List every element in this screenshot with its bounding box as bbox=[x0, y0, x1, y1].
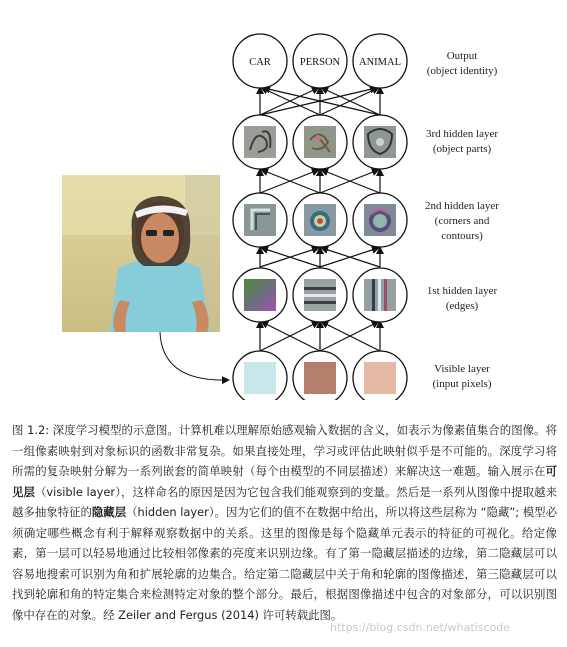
layer-label-hidden-2: 2nd hidden layer (corners and contours) bbox=[425, 200, 499, 242]
input-pixel-patch bbox=[364, 362, 396, 394]
input-photo bbox=[62, 175, 220, 332]
output-label-car: CAR bbox=[249, 57, 271, 68]
caption-text: （hidden layer）。因为它们的值不在数据中给出，所以将这些层称为 “隐藏”; 模型必须确定哪些概念有利于解释观察数据中的关系。这里的图像是每个隐藏单元表示的特征的可视化。给定像素，第一层可以轻易地通过比较相邻像素的亮度来识别边缘。有了第一隐藏层描述的边缘，第二隐藏层可以容易地搜索可识别为角和扩展轮廓的边集合。给定第二隐藏层中关于角和轮廓的图像描述，第三隐藏层可以找到轮廓和角的特定集合来检测特定对象的整个部分。最后，根据图像描述中包含的对象部分，可以识别图像中存在的对象。经 Zeiler and Fergus (2014) 许可转载此图。 bbox=[12, 505, 557, 622]
output-label-animal: ANIMAL bbox=[359, 57, 401, 68]
figure-caption bbox=[12, 420, 557, 625]
caption-text: （visible layer），这样命名的原因是因为它包含我们能观察到的变量。然后是一系列从图像中提取越来越多抽象特征的 bbox=[12, 484, 557, 519]
caption-term-hidden-layer: 隐藏层 bbox=[91, 505, 127, 519]
hidden-layer-3 bbox=[233, 115, 407, 169]
feature-patch bbox=[304, 126, 336, 158]
input-pixel-patch bbox=[304, 362, 336, 394]
output-layer bbox=[233, 34, 407, 88]
photo-to-input-arrow bbox=[160, 332, 228, 380]
layer-label-hidden-3: 3rd hidden layer (object parts) bbox=[425, 128, 499, 155]
layer-label-output: Output (object identity) bbox=[426, 50, 498, 77]
input-pixel-patch bbox=[244, 362, 276, 394]
feature-patch bbox=[364, 279, 396, 311]
layer-label-hidden-1: 1st hidden layer (edges) bbox=[426, 285, 498, 312]
hidden-layer-2 bbox=[233, 193, 407, 247]
hidden-layer-1 bbox=[233, 268, 407, 322]
layer-label-visible: Visible layer (input pixels) bbox=[432, 363, 492, 390]
feature-patch bbox=[244, 279, 276, 311]
watermark: https://blog.csdn.net/whatiscode bbox=[330, 621, 511, 634]
caption-text: 图 1.2: 深度学习模型的示意图。计算机难以理解原始感观输入数据的含义，如表示为像素值集合的图像。将一组像素映射到对象标识的函数非常复杂。如果直接处理，学习或评估此映射似乎是不可能的。深度学习将所需的复杂映射分解为一系列嵌套的简单映射（每个由模型的不同层描述）来解决这一难题。输入展示在 bbox=[12, 423, 557, 478]
caption-term-visible-layer: 可见层 bbox=[12, 464, 557, 499]
visible-layer bbox=[233, 351, 407, 400]
output-label-person: PERSON bbox=[299, 57, 341, 68]
feature-patch bbox=[304, 279, 336, 311]
